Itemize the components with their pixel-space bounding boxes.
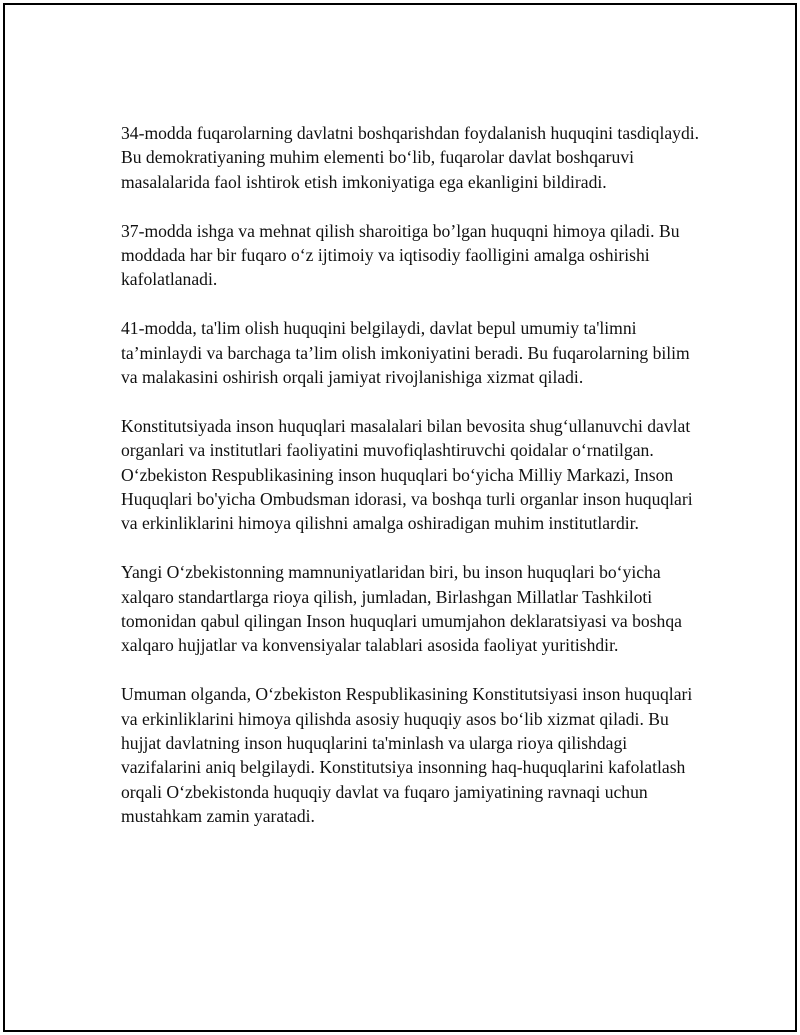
paragraph-article-34: 34-modda fuqarolarning davlatni boshqarishdan foydalanish huquqini tasdiqlaydi. Bu demokratiyaning muhim elementi bo‘lib, fuqarolar davlat boshqaruvi masalalarida faol ishtirok etish imkoniyatiga ega ekanligini bildiradi. (121, 123, 700, 192)
paragraph-article-41: 41-modda, ta'lim olish huquqini belgilaydi, davlat bepul umumiy ta'limni ta’minlaydi va barchaga ta’lim olish imkoniyatini beradi. Bu fuqarolarning bilim va malakasini oshirish orqali jamiyat rivojlanishiga xizmat qiladi. (121, 318, 690, 388)
paragraph-human-rights-institutions: Konstitutsiyada inson huquqlari masalalari bilan bevosita shug‘ullanuvchi davlat organlari va institutlari faoliyatini muvofiqlashtiruvchi qoidalar o‘rnatilgan. O‘zbekiston Respublikasining inson huquqlari bo‘yicha Milliy Markazi, Inson Huquqlari bo'yicha Ombudsman idorasi, va boshqa turli organlar inson huquqlari va erkinliklarini himoya qilishni amalga oshiradigan muhim institutlardir. (121, 415, 693, 534)
document-page (3, 3, 797, 1032)
paragraph-conclusion: Umuman olganda, O‘zbekiston Respublikasining Konstitutsiyasi inson huquqlari va erkinliklarini himoya qilishda asosiy huquqiy asos bo‘lib xizmat qiladi. Bu hujjat davlatning inson huquqlarini ta'minlash va ularga rioya qilishdagi vazifalarini aniq belgilaydi. Konstitutsiya insonning haq-huquqlarini kafolatlash orqali O‘zbekistonda huquqiy davlat va fuqaro jamiyatining ravnaqi uchun mustahkam zamin yaratadi. (121, 684, 693, 827)
paragraph-international-standards: Yangi O‘zbekistonning mamnuniyatlaridan biri, bu inson huquqlari bo‘yicha xalqaro standartlarga rioya qilish, jumladan, Birlashgan Millatlar Tashkiloti tomonidan qabul qilingan Inson huquqlari umumjahon deklaratsiyasi va boshqa xalqaro hujjatlar va konvensiyalar talablari asosida faoliyat yuritishdir. (121, 562, 682, 656)
paragraph-article-37: 37-modda ishga va mehnat qilish sharoitiga bo’lgan huquqni himoya qiladi. Bu moddada har bir fuqaro o‘z ijtimoiy va iqtisodiy faolligini amalga oshirishi kafolatlanadi. (121, 220, 680, 290)
document-body (121, 121, 701, 853)
